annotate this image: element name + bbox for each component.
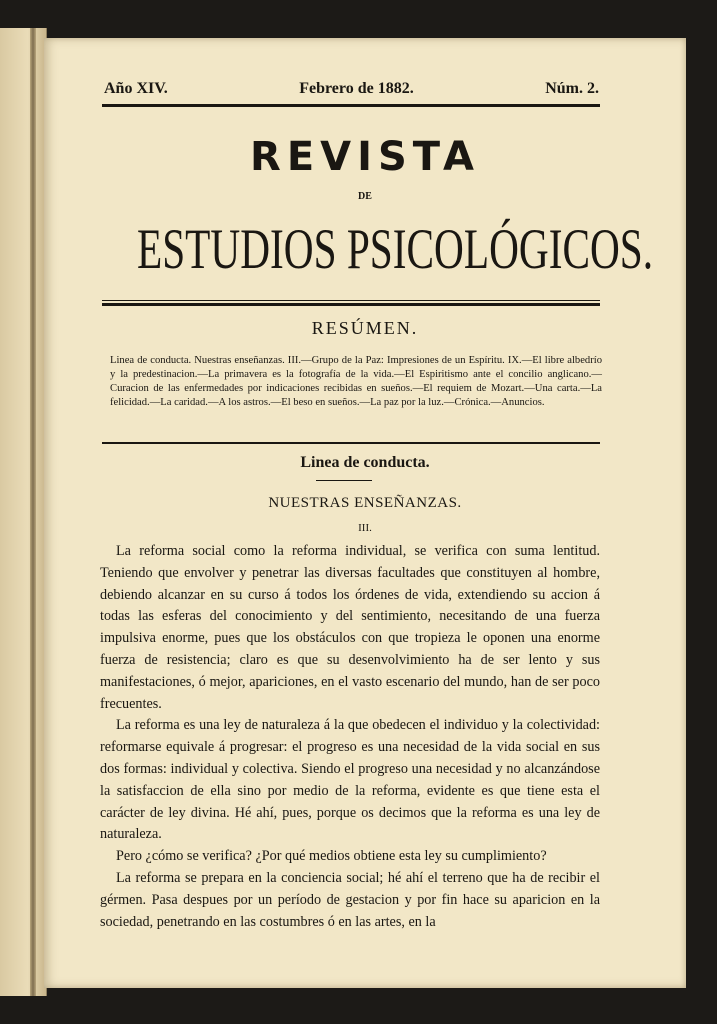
- summary-title: RESÚMEN.: [311, 318, 419, 338]
- issue-year: Año XIV.: [104, 80, 168, 97]
- issue-date: Febrero de 1882.: [299, 80, 414, 97]
- journal-page: [44, 38, 686, 988]
- article-paragraph: La reforma es una ley de naturaleza á la que obedecen el individuo y la colectividad: reformarse equivale á progresar: el progreso es una necesidad de la vida social en sus dos formas: individual y colectiva. Siendo el progreso una necesidad y no alcanzándose la satisfaccion de ella sino por medio de la reforma, evidente es que tiene esta el carácter de ley divina. Hé ahí, pues, porque os decimos que la reforma es una ley de naturaleza.: [100, 717, 600, 843]
- masthead-revista: REVISTA: [250, 134, 480, 180]
- article-subtitle: NUESTRAS ENSEÑANZAS.: [268, 495, 462, 511]
- masthead-rule-bottom: [102, 303, 600, 306]
- issue-number: Núm. 2.: [545, 80, 599, 97]
- header-rule: [102, 104, 600, 107]
- masthead-rule-top: [102, 300, 600, 301]
- summary-text: Linea de conducta. Nuestras enseñanzas. III.—Grupo de la Paz: Impresiones de un Espíritu. IX.—El libre albedrío y la predestinacion.—La primavera es la fotografía de la vida.—El Espiritismo ante el concilio anglicano.—Curacion de las enfermedades por indicaciones recibidas en sueños.—El requiem de Mozart.—Una carta.—La felicidad.—La caridad.—A los astros.—El beso en sueños.—La paz por la luz.—Crónica.—Anuncios.: [110, 355, 602, 408]
- adjacent-page-edge: [0, 28, 47, 996]
- article-paragraph: La reforma se prepara en la conciencia social; hé ahí el terreno que ha de recibir el gérmen. Pasa despues por un período de gestacion y por fin hace su aparicion en la sociedad, penetrando en las costumbres ó en las artes, en la: [100, 869, 600, 930]
- article-paragraph: Pero ¿cómo se verifica? ¿Por qué medios obtiene esta ley su cumplimiento?: [116, 848, 547, 865]
- summary-rule: [102, 442, 600, 444]
- masthead-de: DE: [358, 191, 372, 202]
- article-paragraph: La reforma social como la reforma individual, se verifica con suma lentitud. Teniendo que envolver y penetrar las diversas facultades que constituyen al hombre, debiendo alcanzar en su curso á todos los órdenes de vida, extendiendo su accion á todas las esferas del conocimiento y del sentimiento, necesitando de una fuerza impulsiva enorme, pues que los obstáculos con que tropieza le oponen una enorme fuerza de resistencia; claro es que su desenvolvimiento ha de ser lento y sus manifestaciones, ó mejor, apariciones, en el vasto escenario del mundo, han de ser poco frecuentes.: [100, 543, 600, 712]
- issue-header: [104, 80, 599, 98]
- article-part-number: III.: [358, 522, 372, 534]
- article-title: Linea de conducta.: [300, 454, 430, 471]
- article-title-underline: [316, 480, 372, 481]
- masthead-title: ESTUDIOS PSICOLÓGICOS.: [137, 217, 654, 282]
- article-body: [100, 541, 600, 933]
- book-binding: [30, 28, 36, 996]
